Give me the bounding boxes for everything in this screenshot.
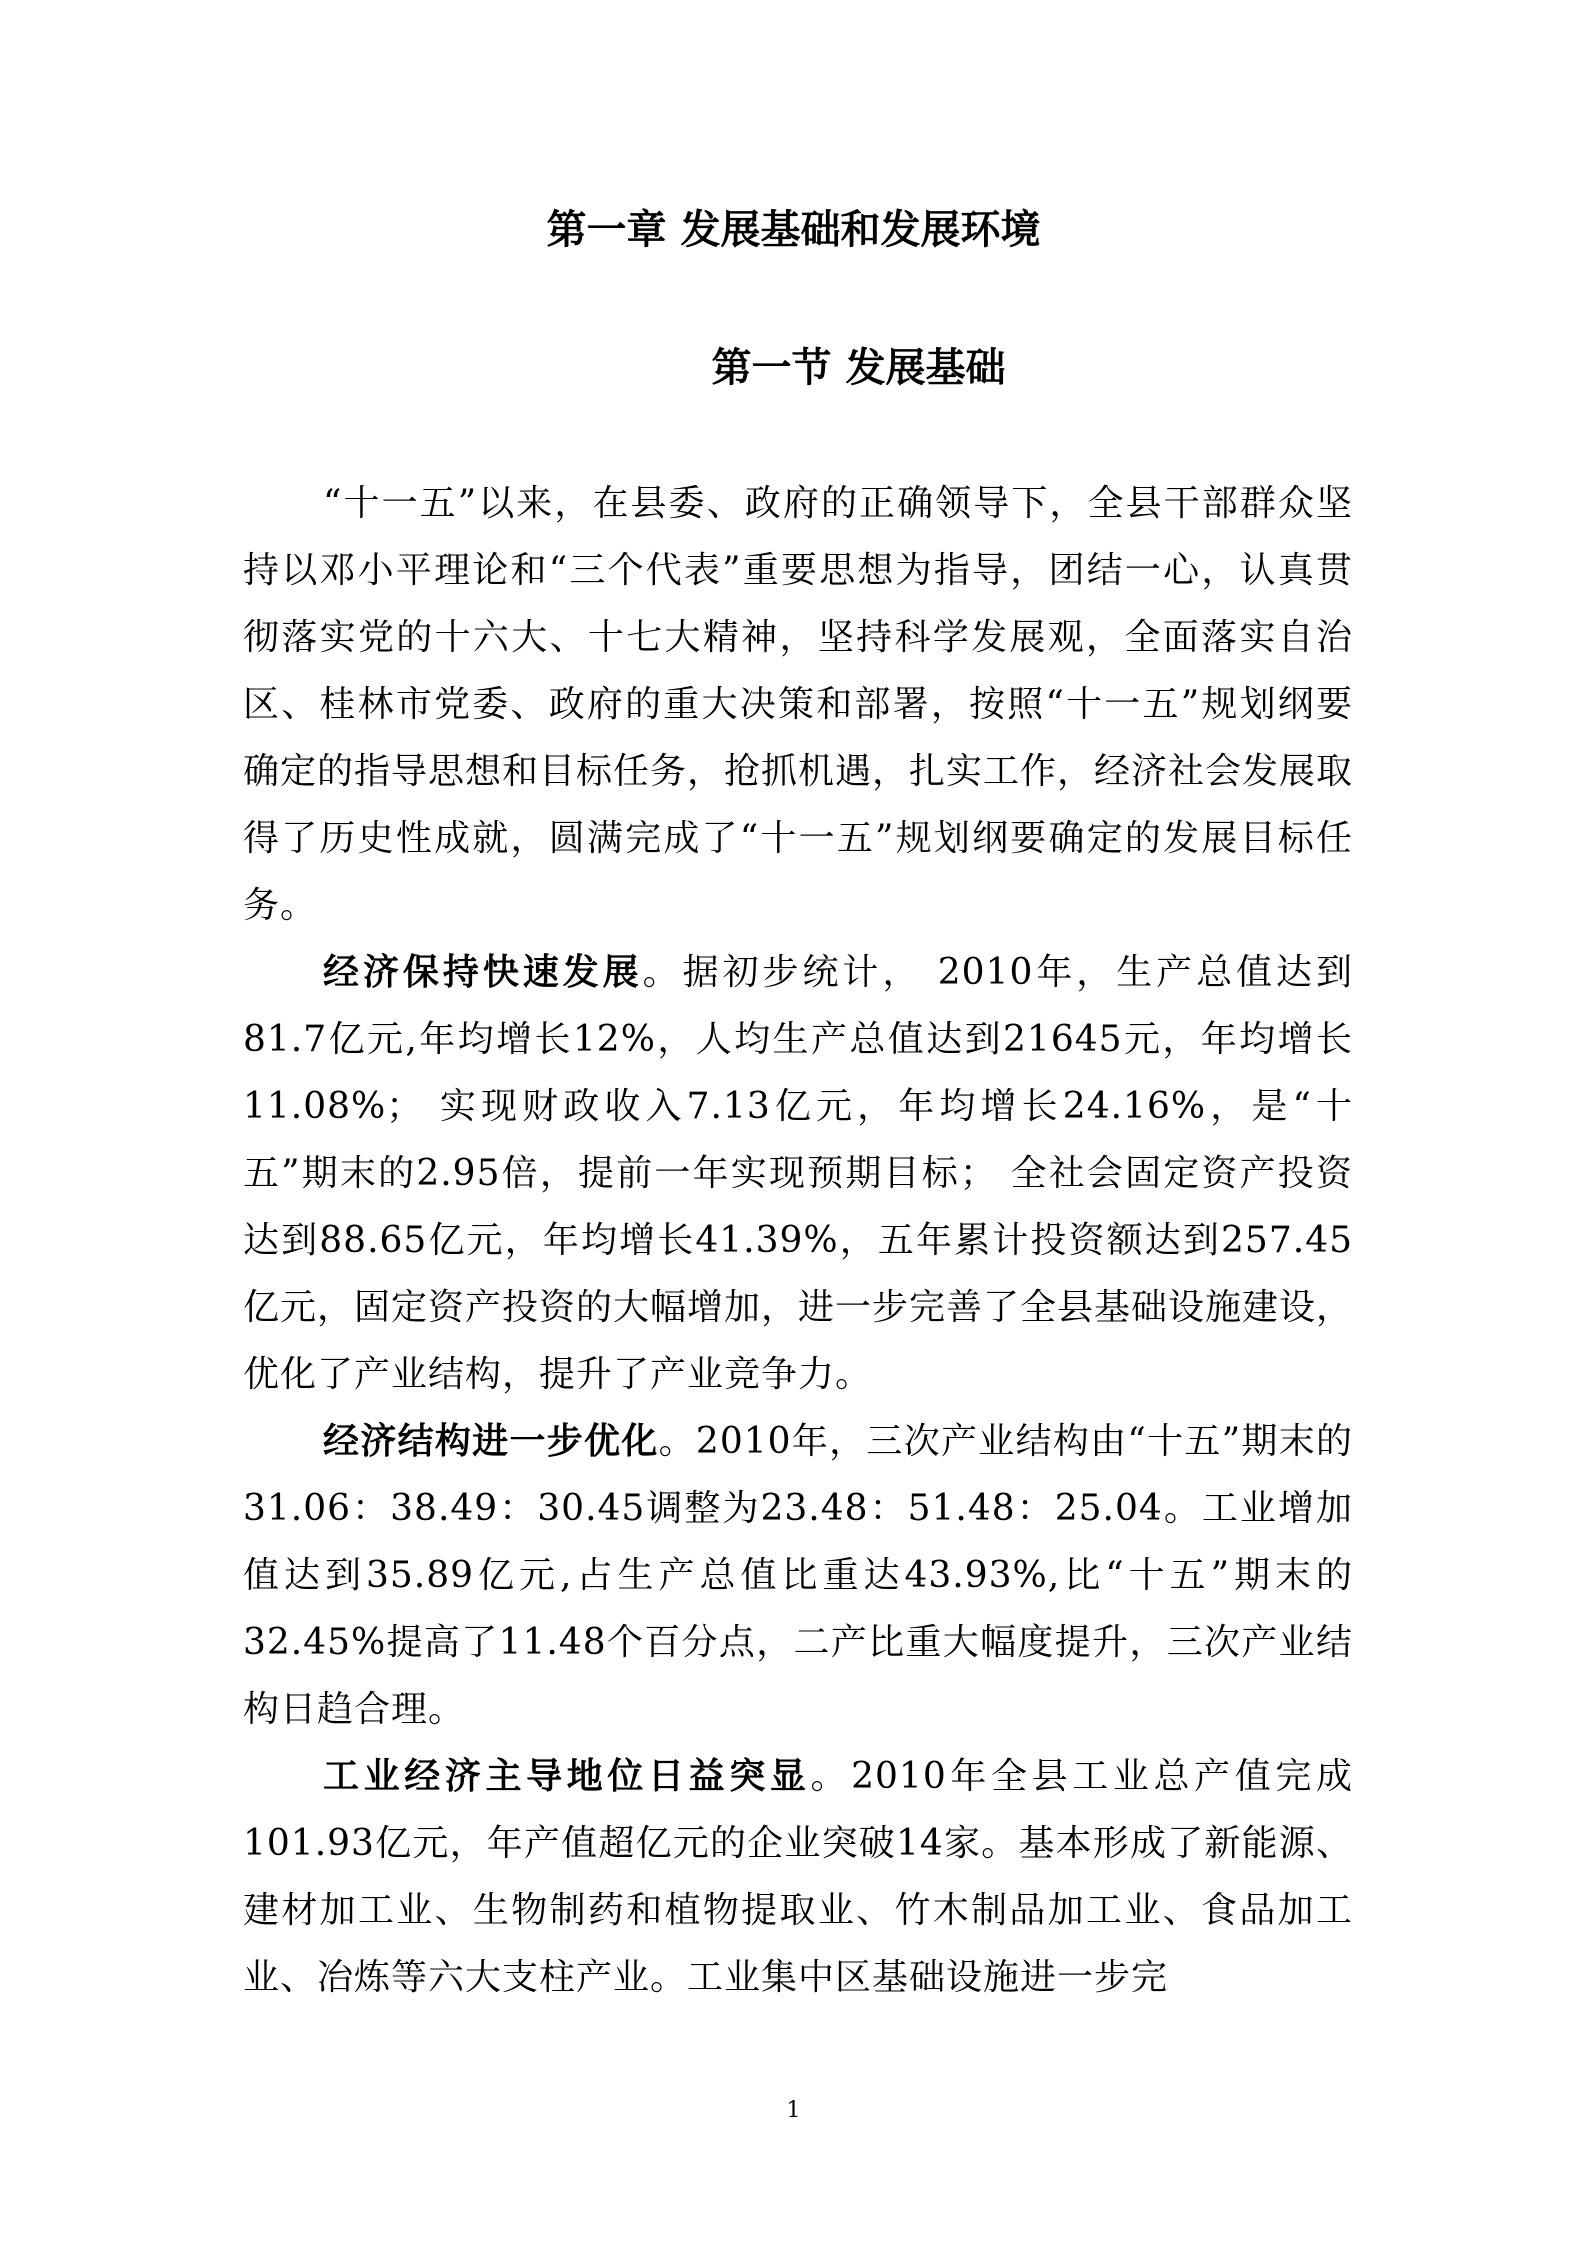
paragraph-lead: 经济结构进一步优化: [323, 1420, 659, 1462]
paragraph-economic-structure: [243, 1408, 1353, 1743]
section-title: 第一节 发展基础: [711, 344, 1006, 391]
paragraph-industrial-economy: [243, 1743, 1353, 2011]
paragraph-text: “十一五”以来，在县委、政府的正确领导下，全县干部群众坚持以邓小平理论和“三个代表”重要思想为指导，团结一心，认真贯彻落实党的十六大、十七大精神，坚持科学发展观，全面落实自治区、桂林市党委、政府的重大决策和部署，按照“十一五”规划纲要确定的指导思想和目标任务，抢抓机遇，扎实工作，经济社会发展取得了历史性成就，圆满完成了“十一五”规划纲要确定的发展目标任务。: [243, 483, 1354, 926]
paragraph-text: 。2010年，三次产业结构由“十五”期末的31.06：38.49：30.45调整为23.48：51.48：25.04。工业增加值达到35.89亿元,占生产总值比重达43.93%,比“十五”期末的32.45%提高了11.48个百分点，二产比重大幅度提升，三次产业结构日趋合理。: [243, 1421, 1353, 1730]
body-text: [243, 470, 1353, 2011]
paragraph-lead: 工业经济主导地位日益突显: [323, 1755, 811, 1797]
paragraph-lead: 经济保持快速发展: [323, 951, 643, 993]
page-number: 1: [786, 2098, 801, 2123]
paragraph-text: 。据初步统计， 2010年，生产总值达到81.7亿元,年均增长12%，人均生产总值达到21645元，年均增长11.08%； 实现财政收入7.13亿元，年均增长24.16%，是“十五”期末的2.95倍，提前一年实现预期目标； 全社会固定资产投资达到88.65亿元，年均增长41.39%，五年累计投资额达到257.45亿元，固定资产投资的大幅增加，进一步完善了全县基础设施建设，优化了产业结构，提升了产业竞争力。: [243, 952, 1354, 1395]
paragraph-intro: [243, 470, 1353, 939]
chapter-title: 第一章 发展基础和发展环境: [546, 206, 1041, 253]
paragraph-economic-growth: [243, 939, 1353, 1408]
paragraph-text: 。2010年全县工业总产值完成101.93亿元，年产值超亿元的企业突破14家。基本形成了新能源、建材加工业、生物制药和植物提取业、竹木制品加工业、食品加工业、冶炼等六大支柱产业。工业集中区基础设施进一步完: [243, 1756, 1353, 1998]
